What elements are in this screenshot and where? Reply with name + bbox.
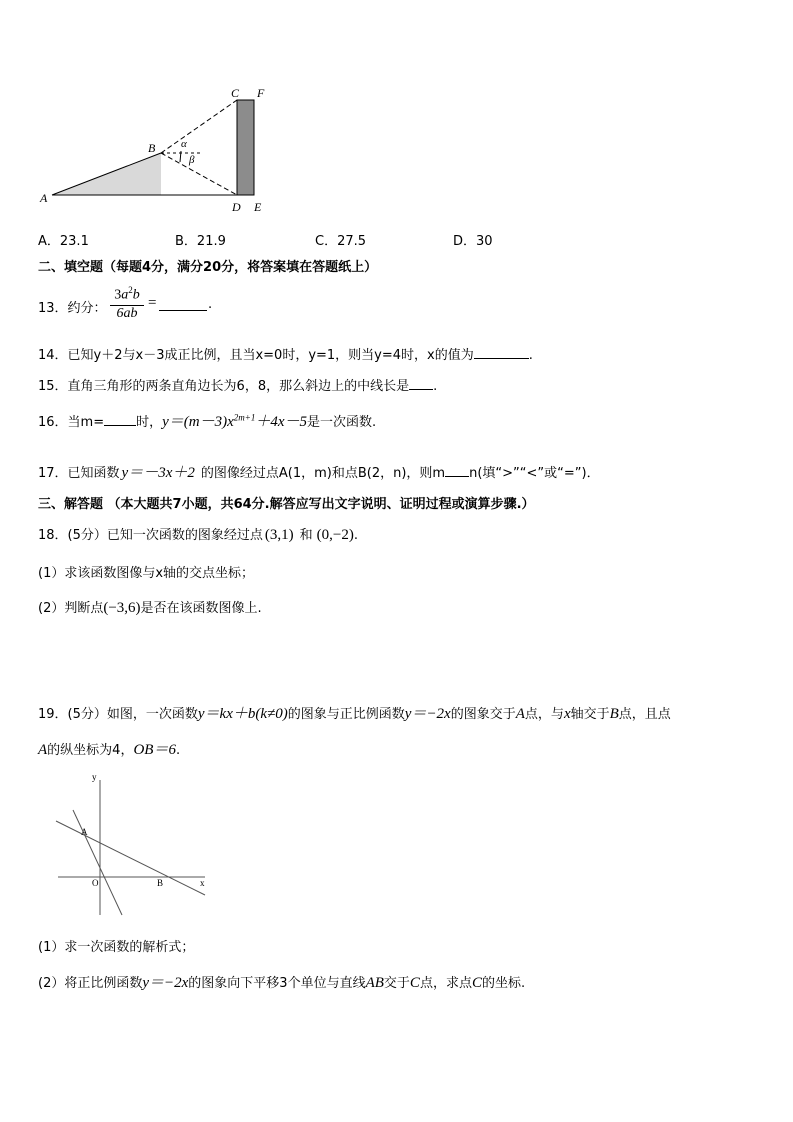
label-b: B [148, 141, 156, 155]
q19-a: A [515, 706, 525, 722]
q18-text: 18．(5分）已知一次函数的图象经过点 [38, 528, 263, 543]
line-bc-dashed [161, 100, 237, 153]
choice-c: C．27.5 [315, 234, 367, 249]
q18-sub2-a: (2）判断点 [38, 601, 104, 616]
q19-line2-formula: OB＝6 [133, 742, 176, 758]
label-c: C [231, 86, 240, 100]
question-19-line-2 [38, 738, 180, 759]
graph-label-x: x [200, 878, 205, 888]
q19-sub2-d: 点，求点 [419, 976, 472, 991]
q19-sub2-a: (2）将正比例函数 [38, 976, 143, 991]
figure-triangle-pole [30, 80, 290, 220]
q15-blank [409, 377, 433, 390]
graph-label-o: O [92, 878, 99, 888]
label-a: A [40, 191, 48, 205]
graph-label-y: y [92, 772, 97, 782]
line-y-neg-2x [73, 810, 122, 915]
q16-blank [104, 413, 136, 426]
question-17 [38, 461, 600, 482]
q19-f1b: (k≠0) [255, 706, 288, 722]
q17-suffix: n(填“>”“<”或“=”)． [469, 466, 600, 481]
pole-cdef [237, 100, 254, 195]
question-18 [38, 524, 358, 544]
choice-b: B．21.9 [175, 234, 226, 249]
q19-sub2 [38, 971, 525, 992]
q16-suffix: 是一次函数. [307, 415, 377, 430]
question-15 [38, 375, 437, 394]
q18-end: . [353, 528, 358, 543]
q17-mid: 的图像经过点A(1，m)和点B(2，n)，则m [200, 466, 446, 481]
q13-denominator: 6ab [116, 305, 138, 321]
question-19-line-1 [38, 702, 671, 723]
q13-fraction [110, 285, 144, 322]
q19-sub2-e: 的坐标. [481, 976, 526, 991]
q17-blank [445, 464, 469, 477]
q16-prefix: 16．当m= [38, 415, 105, 430]
q17-formula: y＝－3x＋2 [121, 465, 195, 481]
q16-formula-b: ＋4x－5 [255, 414, 308, 430]
section-3-heading: 三、解答题 （本大题共7小题，共64分.解答应写出文字说明、证明过程或演算步骤.） [38, 497, 535, 512]
q19-f2: y＝−2x [404, 706, 451, 722]
q19-sub2-c: 交于 [383, 976, 410, 991]
graph-label-a: A [81, 827, 88, 837]
q18-point-2: (0,−2) [316, 527, 354, 543]
line-ab [56, 821, 205, 895]
q13-blank [159, 298, 207, 311]
q14-end: . [528, 348, 533, 363]
q19-line2-text: 的纵坐标为4， [47, 743, 134, 758]
q15-end: . [433, 379, 438, 394]
q16-mid: 时， [136, 415, 163, 430]
label-beta: β [189, 154, 195, 166]
q19-f1: y＝kx＋b [197, 706, 256, 722]
q15-text: 15．直角三角形的两条直角边长为6，8，那么斜边上的中线长是 [38, 379, 410, 394]
q18-sub2 [38, 597, 262, 617]
q14-text: 14．已知y＋2与x－3成正比例，且当x=0时，y=1，则当y=4时，x的值为 [38, 348, 474, 363]
question-14 [38, 344, 533, 363]
q19-p5: 轴交于 [570, 707, 610, 722]
graph-label-b: B [157, 878, 164, 888]
q19-sub2-point-c: C [409, 975, 420, 991]
q17-prefix: 17．已知函数 [38, 466, 120, 481]
q18-sub2-point: (−3,6) [103, 600, 141, 616]
q19-b: B [609, 706, 619, 722]
q19-p3: 的图象交于 [450, 707, 516, 722]
q19-p4: 点，与 [524, 707, 564, 722]
choice-a: A．23.1 [38, 234, 89, 249]
q19-p1: 19．(5分）如图，一次函数 [38, 707, 198, 722]
line-bd-dashed [161, 153, 237, 195]
q19-x: x [563, 706, 571, 722]
section-2-heading: 二、填空题（每题4分，满分20分，将答案填在答题纸上） [38, 260, 378, 275]
q19-sub2-b: 的图象向下平移3个单位与直线 [188, 976, 366, 991]
q19-sub2-formula: y＝−2x [142, 975, 189, 991]
choice-d: D．30 [453, 234, 493, 249]
label-e: E [254, 200, 262, 214]
q18-sub2-b: 是否在该函数图像上. [140, 601, 262, 616]
q19-line2-end: . [175, 743, 181, 758]
q13-end: . [208, 297, 213, 312]
q19-sub1: (1）求一次函数的解析式； [38, 940, 195, 955]
q19-p6: 点，且点 [618, 707, 671, 722]
q13-numerator: $3a^2b$ [110, 285, 144, 306]
q13-label: 13．约分： [38, 301, 107, 316]
q19-p2: 的图象与正比例函数 [287, 707, 405, 722]
q16-formula-a: y＝(m－3)x [162, 414, 234, 430]
q19-sub2-point-c2: C [471, 975, 482, 991]
label-d: D [232, 200, 241, 214]
q18-point-1: (3,1) [264, 527, 294, 543]
label-alpha: α [181, 138, 187, 150]
q14-blank [474, 346, 529, 359]
label-f: F [257, 86, 265, 100]
q19-line2-a: A [38, 742, 48, 758]
q16-exponent: 2m+1 [233, 412, 256, 423]
q18-sub1: (1）求该函数图像与x轴的交点坐标； [38, 566, 255, 581]
question-16 [38, 410, 376, 431]
q13-equals: = [148, 295, 157, 311]
q19-graph [50, 770, 220, 920]
q19-sub2-ab: AB [365, 975, 384, 991]
q18-and: 和 [299, 528, 313, 543]
